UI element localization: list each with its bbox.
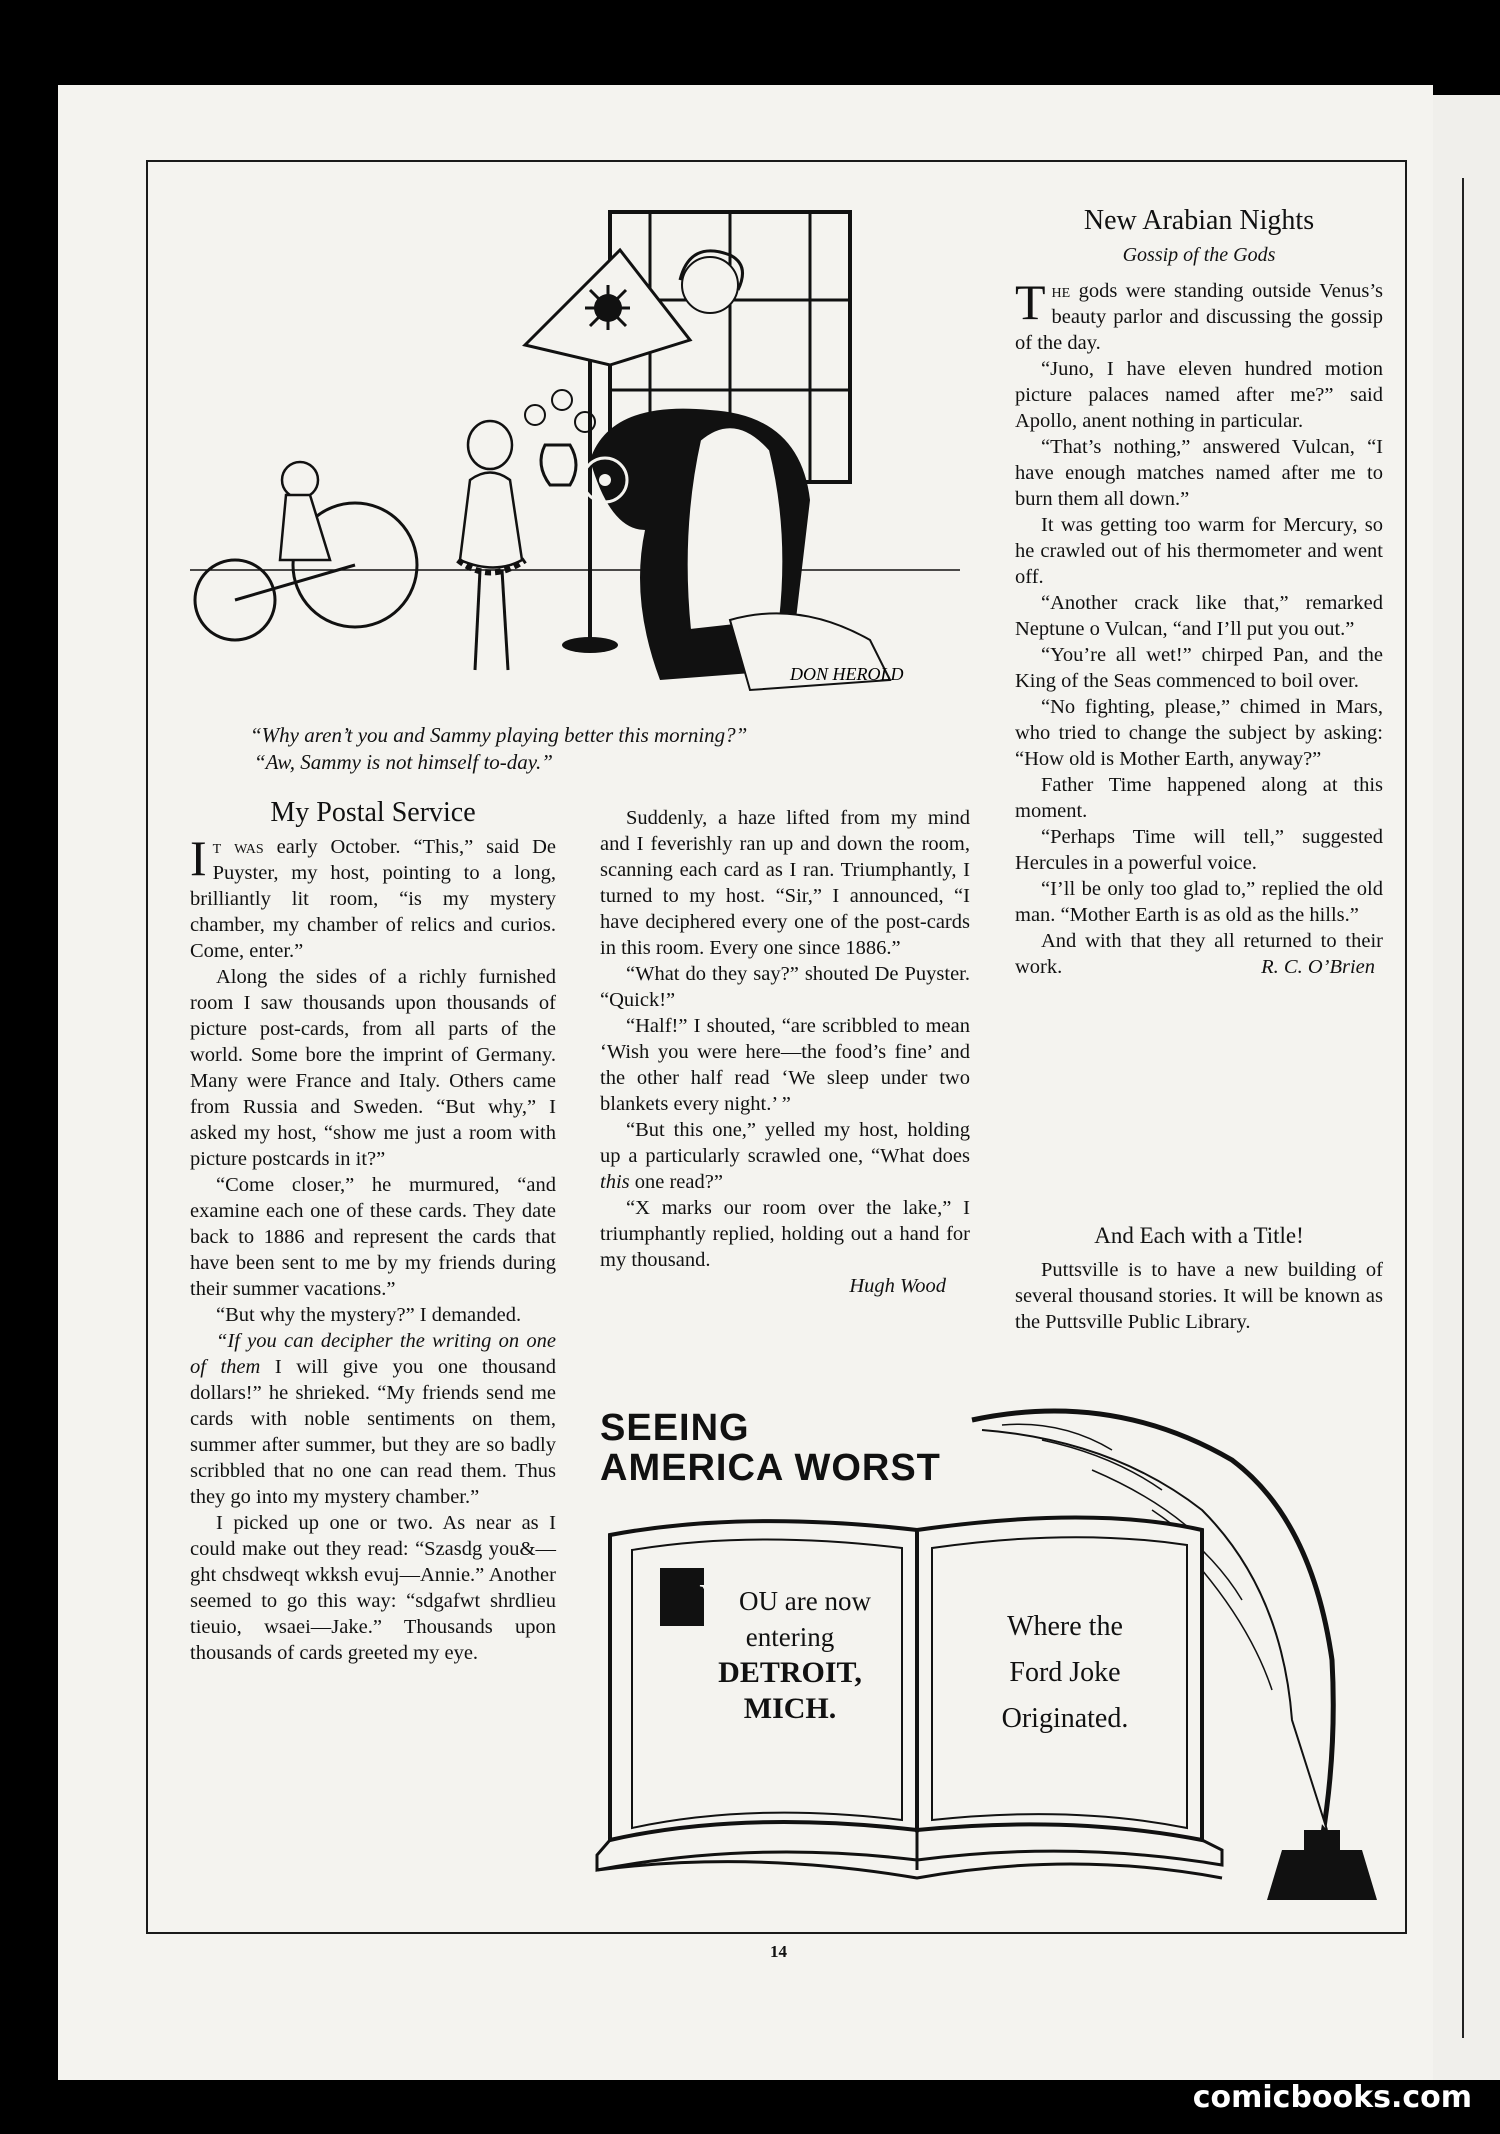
arabian-paragraph-11: And with that they all returned to their work. R. C. O’Brien: [1015, 930, 1383, 978]
postal-column-2: [600, 805, 970, 1299]
postal-title: My Postal Service: [270, 797, 476, 828]
postal-paragraph-10: “But this one,” yelled my host, holding up a particularly scrawled one, “What does this one read?”: [600, 1119, 970, 1193]
arabian-paragraph-3: “That’s nothing,” answered Vulcan, “I have enough matches named after me to burn them all down.”: [1015, 436, 1383, 510]
adjacent-page-edge: [1433, 95, 1500, 2080]
caption-line-2: “Aw, Sammy is not himself to-day.”: [254, 750, 553, 774]
postal-paragraph-5: “If you can decipher the writing on one of them I will give you one thousand dollars!” he shrieked. “My friends send me cards with noble sentiments on them, summer after summer, but they are so badly scribbled that no one can read them. Thus they go into my mystery chamber.”: [190, 1330, 556, 1508]
postal-dropcap: I: [190, 830, 207, 886]
postal-paragraph-3: “Come closer,” he murmured, “and examine each one of these cards. They date back to 1886 and represent the cards that have been sent to me by my friends during their summer vacations.”: [190, 1174, 556, 1300]
book-left-page-text: Y OU are now entering DETROIT, MICH.: [680, 1580, 900, 1727]
cartoon-caption: [250, 722, 950, 776]
arabian-paragraph-6: “You’re all wet!” chirped Pan, and the King of the Seas commenced to boil over.: [1015, 644, 1383, 692]
cartoon-illustration: [190, 200, 960, 700]
ad-title: SEEING AMERICA WORST: [600, 1407, 941, 1489]
adjacent-page-border: [1462, 178, 1464, 2038]
arabian-subtitle: Gossip of the Gods: [1122, 244, 1276, 266]
postal-paragraph-1: It was early October. “This,” said De Puyster, my host, pointing to a long, brilliantly lit room, “is my mystery chamber, my chamber of relics and curios. Come, enter.”: [190, 830, 556, 962]
postal-paragraph-2: Along the sides of a richly furnished room I saw thousands upon thousands of picture post-cards, from all parts of the world. Some bore the imprint of Germany. Many were France and Italy. Others came from Russia and Sweden. “But why,” I asked my host, “show me just a room with picture postcards in it?”: [190, 966, 556, 1170]
title-piece-body: Puttsville is to have a new building of several thousand stories. It will be known as the Puttsville Public Library.: [1015, 1259, 1383, 1333]
arabian-title: New Arabian Nights: [1083, 205, 1315, 236]
arabian-paragraph-10: “I’ll be only too glad to,” replied the old man. “Mother Earth is as old as the hills.”: [1015, 878, 1383, 926]
arabian-paragraph-7: “No fighting, please,” chimed in Mars, who tried to change the subject by asking: “How old is Mother Earth, anyway?”: [1015, 696, 1383, 770]
arabian-column: [1015, 205, 1383, 980]
watermark: comicbooks.com: [1192, 2080, 1472, 2115]
title-piece-heading: And Each with a Title!: [1094, 1223, 1304, 1248]
arabian-paragraph-8: Father Time happened along at this moment.: [1015, 774, 1383, 822]
postal-paragraph-7: Suddenly, a haze lifted from my mind and I feverishly ran up and down the room, scanning each card as I ran. Triumphantly, I turned to my host. “Sir,” I announced, “I have deciphered every one of the post-cards in this room. Every one since 1886.”: [600, 807, 970, 959]
caption-line-1: “Why aren’t you and Sammy playing better this morning?”: [250, 723, 748, 747]
arabian-paragraph-1: The gods were standing outside Venus’s beauty parlor and discussing the gossip of the day.: [1015, 274, 1383, 354]
title-piece: [1015, 1223, 1383, 1335]
cartoon-signature: DON HEROLD: [790, 664, 904, 684]
arabian-paragraph-5: “Another crack like that,” remarked Neptune o Vulcan, “and I’ll put you out.”: [1015, 592, 1383, 640]
page-number: 14: [770, 1942, 787, 1961]
postal-paragraph-4: “But why the mystery?” I demanded.: [216, 1304, 522, 1326]
arabian-author: R. C. O’Brien: [1261, 956, 1375, 978]
arabian-paragraph-4: It was getting too warm for Mercury, so he crawled out of his thermometer and went off.: [1015, 514, 1383, 588]
postal-column-1: [190, 797, 556, 1666]
postal-paragraph-6: I picked up one or two. As near as I could make out they read: “Szasdg you&—ght chsdweqt wkksh evuj—Annie.” Another seemed to go this way: “sdgafwt shrdlieu tieuio, wsaei—Jake.” Thousands upon thousands of cards greeted my eye.: [190, 1512, 556, 1664]
postal-author: Hugh Wood: [849, 1275, 946, 1297]
postal-paragraph-11: “X marks our room over the lake,” I triumphantly replied, holding out a hand for my thousand.: [600, 1197, 970, 1271]
book-right-page-text: Where the Ford Joke Originated.: [1001, 1611, 1129, 1734]
arabian-paragraph-9: “Perhaps Time will tell,” suggested Hercules in a powerful voice.: [1015, 826, 1383, 874]
postal-paragraph-8: “What do they say?” shouted De Puyster. “Quick!”: [600, 963, 970, 1011]
postal-paragraph-9: “Half!” I shouted, “are scribbled to mean ‘Wish you were here—the food’s fine’ and the other half read ‘We sleep under two blankets every night.’ ”: [600, 1015, 970, 1115]
illuminated-cap: Y: [699, 1577, 727, 1619]
arabian-dropcap: T: [1015, 274, 1046, 330]
arabian-paragraph-2: “Juno, I have eleven hundred motion picture palaces named after me?” said Apollo, anent nothing in particular.: [1015, 358, 1383, 432]
